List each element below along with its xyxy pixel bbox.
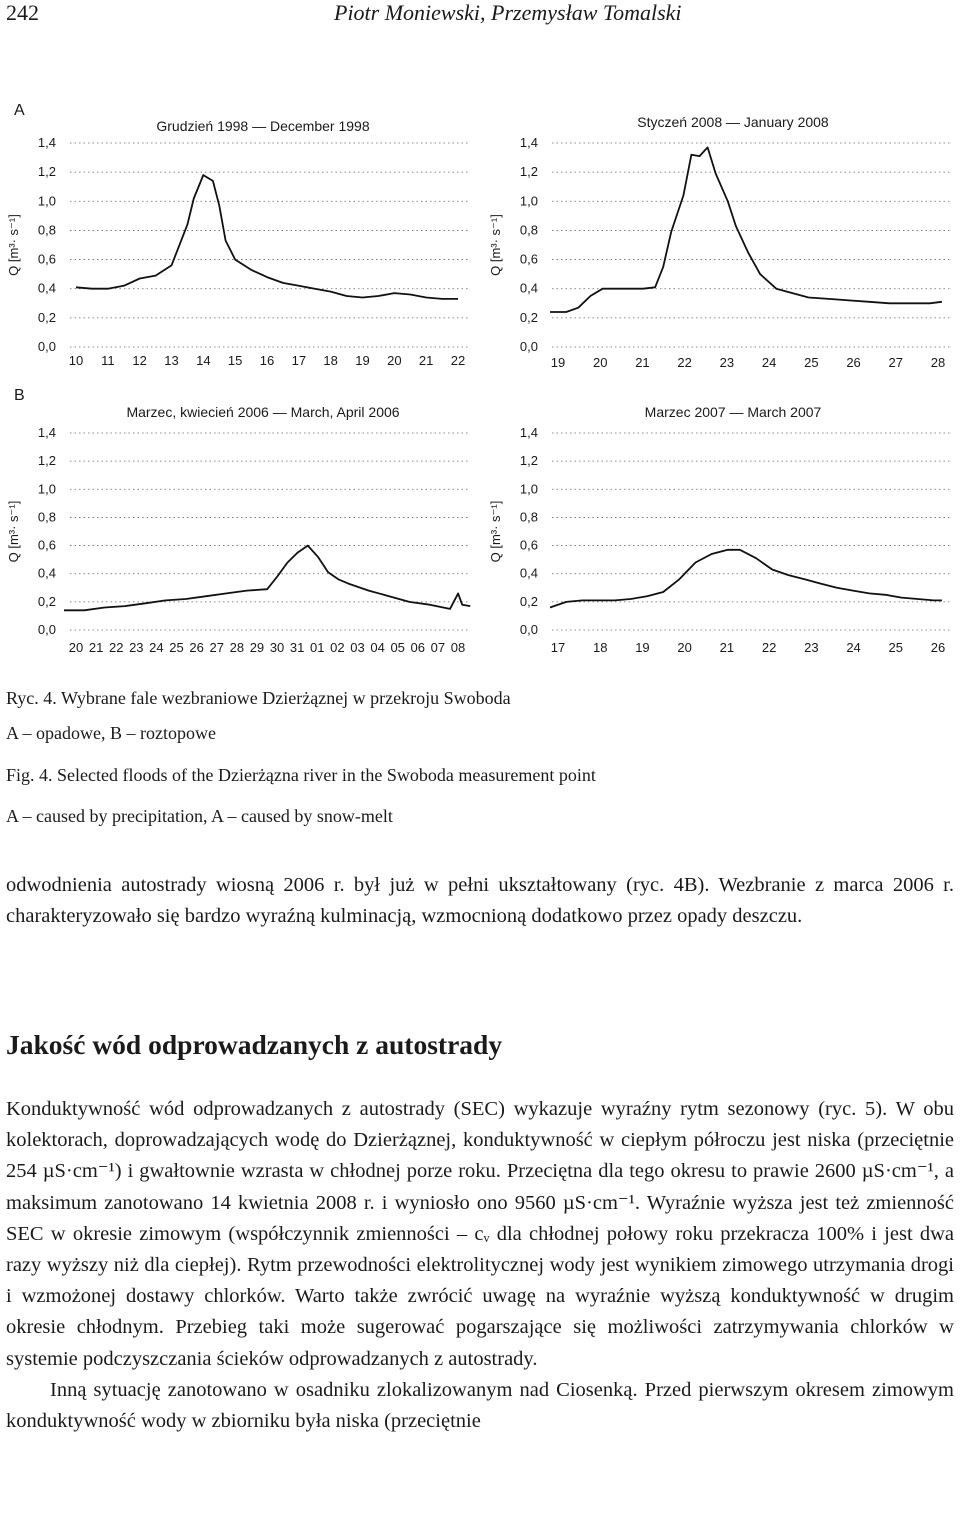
x-tick-label: 27 xyxy=(888,355,904,370)
x-tick-label: 06 xyxy=(410,640,426,655)
x-tick-label: 28 xyxy=(229,640,245,655)
running-head: Piotr Moniewski, Przemysław Tomalski xyxy=(334,0,682,25)
x-tick-label: 02 xyxy=(330,640,345,655)
x-tick-label: 31 xyxy=(289,640,305,655)
x-tick-label: 23 xyxy=(804,640,819,655)
y-tick-label: 0,6 xyxy=(519,537,538,553)
y-tick-label: 1,0 xyxy=(37,481,56,497)
x-tick-label: 17 xyxy=(291,353,307,368)
x-tick-label: 30 xyxy=(269,640,285,655)
chart-title: Grudzień 1998 — December 1998 xyxy=(156,118,370,134)
x-tick-label: 01 xyxy=(310,640,325,655)
y-tick-label: 0,4 xyxy=(519,280,538,296)
x-tick-label: 20 xyxy=(677,640,692,655)
x-tick-label: 19 xyxy=(355,353,370,368)
caption-en-sub: A – caused by precipitation, A – caused by snow-melt xyxy=(6,806,393,826)
x-tick-label: 26 xyxy=(189,640,204,655)
x-tick-label: 25 xyxy=(888,640,904,655)
y-tick-label: 1,2 xyxy=(519,453,538,469)
x-tick-label: 22 xyxy=(761,640,777,655)
x-tick-label: 22 xyxy=(108,640,124,655)
y-tick-label: 0,8 xyxy=(519,509,538,525)
y-tick-label: 0,0 xyxy=(37,339,56,354)
x-tick-label: 07 xyxy=(430,640,446,655)
x-tick-label: 03 xyxy=(350,640,365,655)
x-tick-label: 11 xyxy=(101,353,115,368)
x-tick-label: 15 xyxy=(227,353,243,368)
x-tick-label: 28 xyxy=(930,355,946,370)
x-tick-label: 19 xyxy=(550,355,566,370)
x-tick-label: 18 xyxy=(592,640,608,655)
caption-en-title: Fig. 4. Selected floods of the Dzierżązna river in the Swoboda measurement point xyxy=(6,765,596,785)
x-tick-label: 19 xyxy=(635,640,650,655)
y-tick-label: 0,8 xyxy=(519,222,538,238)
y-tick-label: 0,8 xyxy=(37,222,56,238)
x-tick-label: 20 xyxy=(592,355,608,370)
x-tick-label: 17 xyxy=(550,640,566,655)
x-tick-label: 16 xyxy=(259,353,275,368)
x-tick-label: 14 xyxy=(196,353,211,368)
y-tick-label: 1,2 xyxy=(37,453,56,469)
y-tick-label: 0,2 xyxy=(519,593,538,609)
x-tick-label: 13 xyxy=(164,353,179,368)
x-tick-label: 24 xyxy=(846,640,861,655)
x-tick-label: 23 xyxy=(129,640,144,655)
x-tick-label: 29 xyxy=(249,640,265,655)
y-tick-label: 0,6 xyxy=(519,251,538,267)
section-heading: Jakość wód odprowadzanych z autostrady xyxy=(6,1029,503,1060)
chart-title: Styczeń 2008 — January 2008 xyxy=(637,114,829,130)
y-tick-label: 0,2 xyxy=(37,593,56,609)
figure-4 xyxy=(0,95,960,665)
y-tick-label: 1,2 xyxy=(519,164,538,180)
x-tick-label: 26 xyxy=(846,355,861,370)
x-tick-label: 22 xyxy=(677,355,692,370)
page-header xyxy=(0,0,960,30)
x-tick-label: 20 xyxy=(68,640,84,655)
x-tick-label: 08 xyxy=(450,640,466,655)
y-tick-label: 1,4 xyxy=(37,135,56,150)
chart-title: Marzec, kwiecień 2006 — March, April 2006 xyxy=(126,404,400,420)
y-tick-label: 1,4 xyxy=(519,425,538,440)
y-tick-label: 0,8 xyxy=(37,509,56,525)
body-paragraph-1 xyxy=(6,870,954,932)
y-tick-label: 0,6 xyxy=(37,251,56,267)
y-axis-label: Q [m³· s⁻¹] xyxy=(488,500,503,563)
y-tick-label: 0,0 xyxy=(37,622,56,637)
y-tick-label: 1,4 xyxy=(37,425,56,440)
y-tick-label: 0,6 xyxy=(37,537,56,553)
y-tick-label: 1,2 xyxy=(37,164,56,180)
x-tick-label: 25 xyxy=(169,640,184,655)
discharge-series-line xyxy=(76,175,458,299)
paragraph-2: Konduktywność wód odprowadzanych z autostrady (SEC) wykazuje wyraźny rytm sezonowy (ryc. 5). W obu kolektorach, doprowadzających wodę do Dzierżąznej, konduktywność w ciepłym półroczu jest niska (przeciętnie 254 µS·cm⁻¹) i gwałtownie wzrasta w chłodnej porze roku. Przeciętna dla tego okresu to prawie 2600 µS·cm⁻¹, a maksimum zanotowano 14 kwietnia 2008 r. i wyniosło ono 9560 µS·cm⁻¹. Wyraźnie wyższa jest też zmienność SEC w okresie zimowym (współczynnik zmienności – cᵥ dla chłodnej połowy roku przekracza 100% i jest dwa razy wyższy niż dla ciepłej). Rytm przewodności elektrolitycznej wody jest wynikiem zimowego utrzymania drogi i wzmożonej dostawy chlorków. Warto także zwrócić uwagę na wyraźnie wyższą konduktywność w drugim okresie chłodnym. Przebieg taki może sugerować pogarszające się możliwości zatrzymywania chlorków w systemie podczyszczania ścieków odprowadzanych z autostrady. xyxy=(6,1098,954,1370)
x-tick-label: 21 xyxy=(88,640,104,655)
x-tick-label: 23 xyxy=(719,355,735,370)
y-axis-label: Q [m³· s⁻¹] xyxy=(6,214,21,276)
caption-pl-title: Ryc. 4. Wybrane fale wezbraniowe Dzierżąznej w przekroju Swoboda xyxy=(6,688,511,708)
paragraph-1: odwodnienia autostrady wiosną 2006 r. był już w pełni ukształtowany (ryc. 4B). Wezbranie z marca 2006 r. charakteryzowało się bardzo wyraźną kulminacją, wzmocnioną dodatkowo przez opady deszczu. xyxy=(6,874,954,928)
x-tick-label: 24 xyxy=(149,640,164,655)
discharge-series-line xyxy=(64,546,470,611)
caption-pl-sub: A – opadowe, B – roztopowe xyxy=(6,723,216,743)
y-tick-label: 1,0 xyxy=(519,193,538,209)
x-tick-label: 26 xyxy=(930,640,946,655)
x-tick-label: 27 xyxy=(209,640,224,655)
y-tick-label: 1,4 xyxy=(519,135,538,150)
x-tick-label: 21 xyxy=(719,640,735,655)
y-tick-label: 0,4 xyxy=(519,565,538,581)
page-number: 242 xyxy=(6,0,39,25)
y-tick-label: 0,2 xyxy=(519,309,538,325)
x-tick-label: 21 xyxy=(418,353,434,368)
x-tick-label: 05 xyxy=(390,640,405,655)
y-tick-label: 0,0 xyxy=(519,622,538,637)
x-tick-label: 24 xyxy=(761,355,777,370)
x-tick-label: 10 xyxy=(68,353,84,368)
panel-b-label: B xyxy=(14,387,25,404)
y-axis-label: Q [m³· s⁻¹] xyxy=(6,500,21,563)
x-tick-label: 22 xyxy=(450,353,466,368)
x-tick-label: 21 xyxy=(635,355,650,370)
y-tick-label: 0,4 xyxy=(37,565,56,581)
body-paragraph-2 xyxy=(6,1094,954,1437)
panel-a-label: A xyxy=(14,102,25,119)
discharge-series-line xyxy=(550,550,942,608)
y-axis-label: Q [m³· s⁻¹] xyxy=(488,214,503,276)
x-tick-label: 25 xyxy=(804,355,819,370)
x-tick-label: 18 xyxy=(323,353,338,368)
y-tick-label: 1,0 xyxy=(37,193,56,209)
figure-4-charts xyxy=(0,95,960,665)
x-tick-label: 12 xyxy=(132,353,147,368)
x-tick-label: 04 xyxy=(370,640,385,655)
y-tick-label: 0,2 xyxy=(37,309,56,325)
y-tick-label: 1,0 xyxy=(519,481,538,497)
y-tick-label: 0,4 xyxy=(37,280,56,296)
paragraph-3: Inną sytuację zanotowano w osadniku zlokalizowanym nad Ciosenką. Przed pierwszym okresem zimowym konduktywność wody w zbiorniku była niska (przeciętnie xyxy=(6,1378,954,1433)
y-tick-label: 0,0 xyxy=(519,339,538,354)
x-tick-label: 20 xyxy=(387,353,402,368)
chart-title: Marzec 2007 — March 2007 xyxy=(644,404,822,420)
